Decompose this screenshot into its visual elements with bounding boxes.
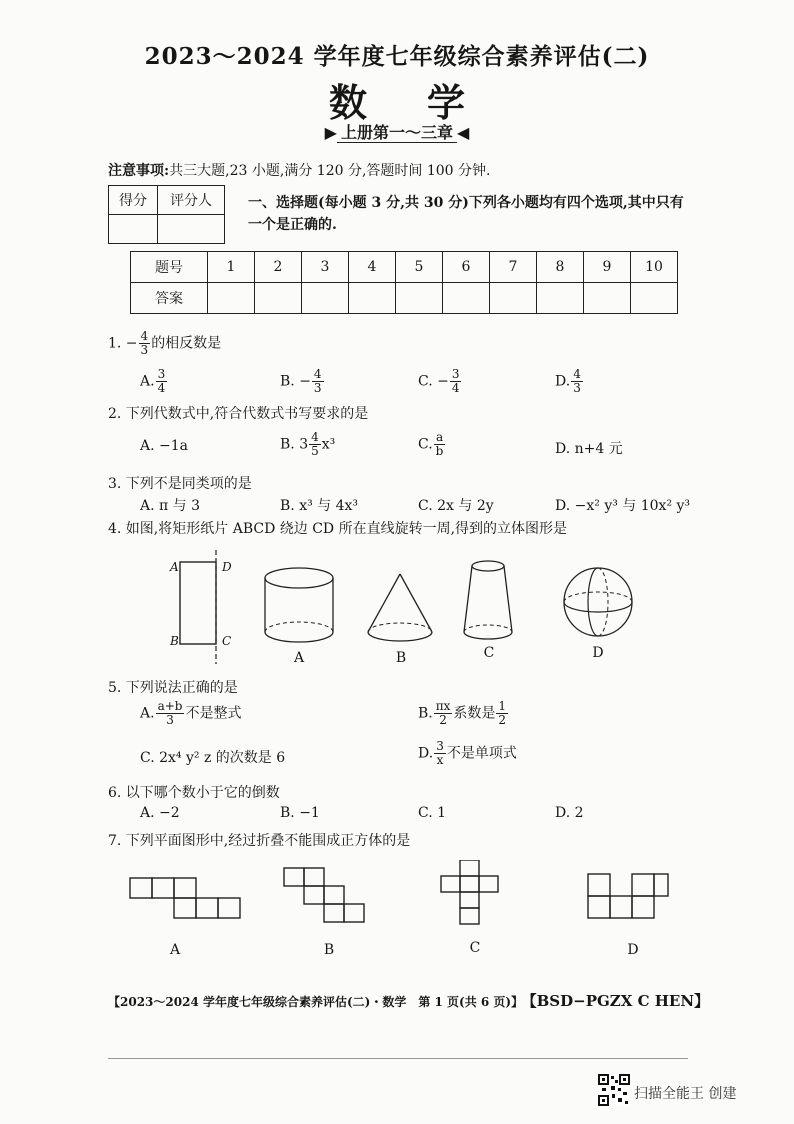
- option-suffix: 不是单项式: [446, 745, 517, 762]
- chapter-banner: [300, 120, 494, 143]
- numerator: 4: [311, 430, 319, 444]
- option-suffix: x³: [321, 436, 336, 453]
- q2-option-b[interactable]: [280, 431, 335, 458]
- q4-option-a[interactable]: A: [293, 650, 305, 666]
- denominator: x: [436, 753, 444, 767]
- rectangle-abcd-figure: [180, 550, 216, 664]
- question-number: 10: [631, 252, 678, 283]
- denominator: 3: [140, 343, 149, 357]
- cube-net-a: [130, 878, 240, 918]
- qr-code-icon: [598, 1074, 630, 1106]
- q7-option-c[interactable]: C: [469, 940, 481, 956]
- answer-cell[interactable]: [255, 283, 302, 314]
- q4-option-b[interactable]: B: [395, 650, 407, 666]
- q1-prefix: 1. −: [108, 335, 138, 352]
- exam-title: 2023～2024 学年度七年级综合素养评估(二): [144, 43, 650, 70]
- q1-suffix: 的相反数是: [151, 335, 222, 352]
- notice-text: 共三大题,23 小题,满分 120 分,答题时间 100 分钟.: [169, 163, 491, 179]
- denominator: 2: [439, 713, 447, 727]
- numerator: a+b: [157, 699, 183, 713]
- q7-option-a[interactable]: A: [169, 942, 181, 958]
- frustum-figure: [464, 561, 512, 639]
- q7-option-b[interactable]: B: [323, 942, 335, 958]
- q1-option-a[interactable]: [140, 368, 168, 395]
- question-number: 7: [490, 252, 537, 283]
- play-right-icon: ▶: [324, 123, 337, 142]
- option-prefix: D.: [555, 373, 571, 390]
- question-number: 2: [255, 252, 302, 283]
- numerator: 1: [498, 699, 507, 713]
- question-number: 9: [584, 252, 631, 283]
- option-prefix: C.: [418, 436, 433, 453]
- answer-cell[interactable]: [490, 283, 537, 314]
- answer-cell[interactable]: [349, 283, 396, 314]
- denominator: 4: [451, 381, 460, 395]
- vertex-label-d: D: [222, 560, 232, 574]
- score-box: [108, 185, 225, 244]
- question-7-stem: 7. 下列平面图形中,经过折叠不能围成正方体的是: [108, 833, 411, 849]
- fraction: [571, 368, 583, 395]
- q1-option-d[interactable]: [555, 368, 584, 395]
- option-prefix: D.: [418, 745, 434, 762]
- q3-option-c[interactable]: C. 2x 与 2y: [418, 498, 494, 514]
- q2-option-a[interactable]: A. −1a: [140, 438, 188, 454]
- numerator: 4: [140, 329, 149, 343]
- q6-option-d[interactable]: D. 2: [555, 805, 584, 821]
- q3-option-b[interactable]: B. x³ 与 4x³: [280, 498, 359, 514]
- option-middle: 系数是: [453, 705, 496, 722]
- question-3-stem: 3. 下列不是同类项的是: [108, 476, 252, 492]
- vertex-label-a: A: [170, 560, 179, 574]
- denominator: 2: [498, 713, 507, 727]
- grader-label: 评分人: [158, 186, 225, 215]
- question-1-stem: [108, 330, 221, 357]
- scanner-watermark: 扫描全能王 创建: [634, 1086, 737, 1102]
- fraction: [309, 431, 321, 458]
- footer-text: 【2023～2024 学年度七年级综合素养评估(二)・数学 第 1 页(共 6 页)】: [108, 995, 524, 1009]
- grader-cell[interactable]: [158, 215, 225, 244]
- fraction: [434, 740, 446, 767]
- question-number: 5: [396, 252, 443, 283]
- answer-cell[interactable]: [302, 283, 349, 314]
- q3-option-d[interactable]: D. −x² y³ 与 10x² y³: [555, 498, 691, 514]
- question-5-stem: 5. 下列说法正确的是: [108, 680, 238, 696]
- notice: [108, 160, 490, 180]
- subject-title: 数学: [328, 80, 525, 125]
- numerator: 4: [573, 367, 581, 381]
- option-prefix: B.: [418, 705, 433, 722]
- option-prefix: C. −: [418, 373, 449, 390]
- q7-option-d[interactable]: D: [627, 942, 639, 958]
- q5-option-b[interactable]: [418, 700, 509, 727]
- denominator: 3: [166, 713, 174, 727]
- numerator: a: [434, 431, 446, 445]
- q1-option-b[interactable]: [280, 368, 325, 395]
- cube-net-d: [588, 874, 668, 918]
- option-suffix: 不是整式: [185, 705, 242, 722]
- q1-option-c[interactable]: [418, 368, 462, 395]
- denominator: b: [435, 444, 444, 458]
- denominator: 3: [313, 381, 322, 395]
- cone-figure: [368, 574, 432, 641]
- q6-option-b[interactable]: B. −1: [280, 805, 320, 821]
- question-number: 4: [349, 252, 396, 283]
- q4-option-d[interactable]: D: [592, 645, 604, 661]
- q6-option-c[interactable]: C. 1: [418, 805, 447, 821]
- q4-option-c[interactable]: C: [483, 645, 495, 661]
- q2-option-c[interactable]: [418, 431, 446, 458]
- q2-option-d[interactable]: D. n+4 元: [555, 441, 623, 457]
- section1-heading: 一、选择题(每小题 3 分,共 30 分)下列各小题均有四个选项,其中只有一个是正确的.: [248, 195, 684, 233]
- fraction: [156, 700, 185, 727]
- answer-cell[interactable]: [631, 283, 678, 314]
- chapter-label: 上册第一～三章: [337, 123, 457, 143]
- answer-cell[interactable]: [584, 283, 631, 314]
- fraction: [496, 700, 508, 727]
- option-prefix: B. −: [280, 373, 311, 390]
- fraction: [434, 700, 453, 727]
- q6-option-a[interactable]: A. −2: [140, 805, 180, 821]
- answer-cell[interactable]: [396, 283, 443, 314]
- numerator: 3: [436, 739, 444, 753]
- question-2-stem: 2. 下列代数式中,符合代数式书写要求的是: [108, 406, 369, 422]
- option-prefix: A.: [140, 373, 155, 390]
- bottom-divider: [108, 1058, 688, 1059]
- q5-option-d[interactable]: [418, 740, 517, 767]
- option-prefix: A.: [140, 705, 155, 722]
- notice-label: 注意事项:: [108, 163, 170, 179]
- numerator: 3: [451, 367, 460, 381]
- footer-code: 【BSD−PGZX C HEN】: [529, 992, 710, 1010]
- fraction: [139, 330, 151, 357]
- answer-cell[interactable]: [537, 283, 584, 314]
- page-footer: [108, 990, 709, 1011]
- answer-table-number-head: 题号: [131, 252, 208, 283]
- q3-option-a[interactable]: A. π 与 3: [140, 498, 201, 514]
- score-label: 得分: [109, 186, 158, 215]
- fraction: [434, 431, 446, 458]
- vertex-label-b: B: [170, 634, 179, 648]
- question-number: 8: [537, 252, 584, 283]
- score-cell[interactable]: [109, 215, 158, 244]
- fraction: [312, 368, 324, 395]
- answer-cell[interactable]: [443, 283, 490, 314]
- numerator: πx: [435, 699, 451, 713]
- answer-table: [130, 251, 678, 314]
- cube-net-b: [284, 868, 364, 922]
- option-prefix: B. 3: [280, 436, 309, 453]
- vertex-label-c: C: [222, 634, 232, 648]
- denominator: 5: [311, 444, 319, 458]
- cube-net-c: [441, 860, 498, 924]
- q5-option-c[interactable]: C. 2x⁴ y² z 的次数是 6: [140, 750, 286, 766]
- question-4-stem: 4. 如图,将矩形纸片 ABCD 绕边 CD 所在直线旋转一周,得到的立体图形是: [108, 521, 568, 537]
- answer-cell[interactable]: [208, 283, 255, 314]
- fraction: [450, 368, 462, 395]
- question-number: 3: [302, 252, 349, 283]
- q7-nets: [120, 860, 680, 930]
- numerator: 4: [313, 367, 322, 381]
- cylinder-figure: [265, 568, 333, 642]
- question-number: 1: [208, 252, 255, 283]
- numerator: 3: [157, 367, 166, 381]
- fraction: [156, 368, 168, 395]
- denominator: 3: [573, 381, 581, 395]
- question-number: 6: [443, 252, 490, 283]
- play-left-icon: ◀: [457, 123, 470, 142]
- denominator: 4: [157, 381, 166, 395]
- sphere-figure: [564, 568, 632, 636]
- answer-table-answer-head: 答案: [131, 283, 208, 314]
- question-6-stem: 6. 以下哪个数小于它的倒数: [108, 785, 280, 801]
- q5-option-a[interactable]: [140, 700, 241, 727]
